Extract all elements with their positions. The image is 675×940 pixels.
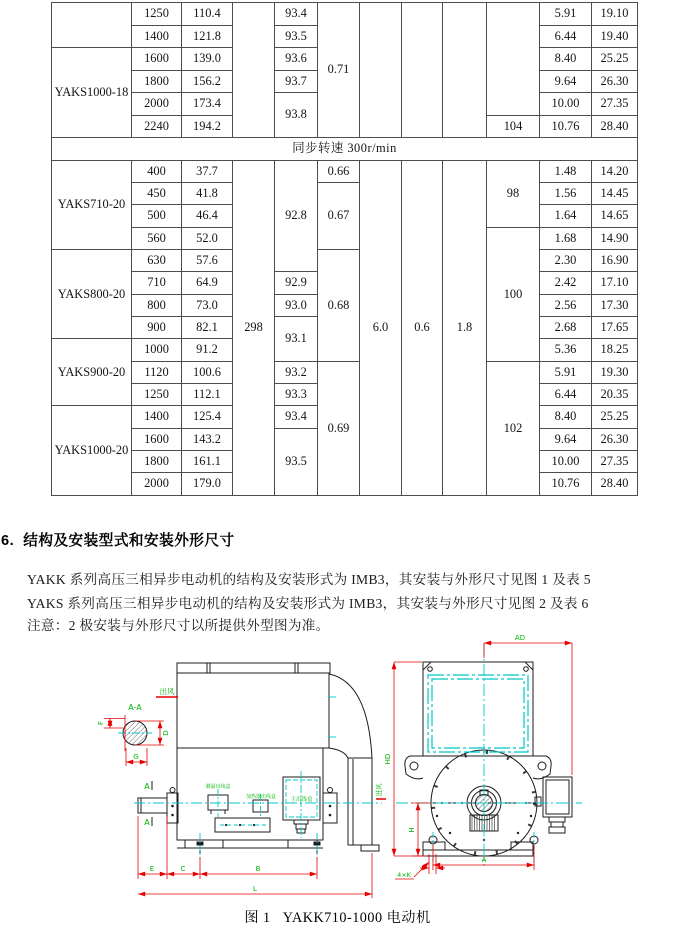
- table-cell: 10.76: [540, 473, 592, 495]
- table-row: [52, 160, 638, 182]
- table-cell: 25.25: [592, 48, 638, 71]
- table-cell: 0.68: [318, 249, 360, 361]
- motor-outline-drawing: [90, 618, 675, 910]
- dim-label-d: D: [162, 730, 170, 736]
- table-section-sync: [52, 138, 638, 161]
- table-cell: 5.36: [540, 339, 592, 361]
- table-cell: 0.69: [318, 361, 360, 495]
- table-cell: 1800: [132, 450, 182, 472]
- table-cell: 26.30: [592, 428, 638, 450]
- wing-left: [405, 756, 423, 779]
- table-cell: 93.3: [275, 383, 318, 405]
- table-cell: 28.40: [592, 473, 638, 495]
- table-cell: 9.64: [540, 70, 592, 93]
- main-box-label: 主出线盒: [290, 797, 313, 803]
- table-cell: 92.8: [275, 160, 318, 272]
- table-cell: 25.25: [592, 406, 638, 428]
- table-cell: 10.00: [540, 93, 592, 116]
- table-cell: 1400: [132, 25, 182, 48]
- section-marker-a-bottom: A: [144, 818, 150, 827]
- table-cell: 1250: [132, 383, 182, 405]
- table-cell: 93.2: [275, 361, 318, 383]
- table-cell: 19.30: [592, 361, 638, 383]
- table-cell: 1.8: [443, 160, 487, 495]
- table-cell: 14.90: [592, 227, 638, 249]
- table-cell: YAKS1000-20: [52, 406, 132, 495]
- temp-box-label: 测温出线盒: [205, 784, 231, 790]
- table-cell: YAKS900-20: [52, 339, 132, 406]
- table-cell: 6.44: [540, 25, 592, 48]
- dim-label-ad: AD: [514, 634, 526, 642]
- table-cell: 1.64: [540, 205, 592, 227]
- dim-label-4xk: 4×K: [397, 871, 411, 879]
- table-cell: 194.2: [182, 115, 233, 138]
- table-cell: 57.6: [182, 249, 233, 271]
- foot-right: [288, 840, 317, 848]
- table-cell: 28.40: [592, 115, 638, 138]
- table-cell: YAKS710-20: [52, 160, 132, 249]
- table-cell: [487, 3, 540, 116]
- table-cell: 1.48: [540, 160, 592, 182]
- table-section-20pole: [52, 160, 638, 495]
- table-cell: 91.2: [182, 339, 233, 361]
- table-cell: 20.35: [592, 383, 638, 405]
- end-view-outline: [405, 662, 572, 856]
- dim-label-f: F: [97, 720, 105, 726]
- table-cell: 0.6: [402, 160, 443, 495]
- table-cell: 125.4: [182, 406, 233, 428]
- paragraph-yakk: YAKK 系列高压三相异步电动机的结构及安装形式为 IMB3，其安装与外形尺寸见图 1 及表 5: [27, 572, 591, 587]
- table-cell: 93.8: [275, 93, 318, 138]
- bearing-front: [167, 793, 178, 823]
- table-cell: 400: [132, 160, 182, 182]
- table-cell: 64.9: [182, 272, 233, 294]
- table-cell: 2.42: [540, 272, 592, 294]
- base-plate: [423, 850, 533, 856]
- shaft: [138, 798, 167, 813]
- sync-speed-row: [52, 138, 638, 161]
- table-cell: 93.4: [275, 406, 318, 428]
- sync-speed-cell: 同步转速 300r/min: [52, 138, 638, 161]
- table-cell: 18.25: [592, 339, 638, 361]
- table-row: [52, 249, 638, 271]
- table-cell: 6.44: [540, 383, 592, 405]
- table-cell: 2.56: [540, 294, 592, 316]
- table-cell: 102: [487, 361, 540, 495]
- table-cell: 14.65: [592, 205, 638, 227]
- table-row: [52, 361, 638, 383]
- table-cell: 298: [233, 160, 275, 495]
- table-cell: 1800: [132, 70, 182, 93]
- table-cell: 1.68: [540, 227, 592, 249]
- motor-spec-table: [51, 2, 638, 496]
- dim-label-h: H: [408, 827, 416, 833]
- table-cell: 1250: [132, 3, 182, 26]
- table-cell: 16.90: [592, 249, 638, 271]
- table-cell: 5.91: [540, 361, 592, 383]
- table-cell: [443, 3, 487, 138]
- table-cell: 112.1: [182, 383, 233, 405]
- table-cell: 0.71: [318, 3, 360, 138]
- side-view-bolts: [171, 805, 331, 826]
- table-cell: 110.4: [182, 3, 233, 26]
- air-in-label: 进风: [375, 783, 383, 797]
- bearing-rear: [323, 793, 337, 823]
- table-cell: 179.0: [182, 473, 233, 495]
- table-cell: 8.40: [540, 48, 592, 71]
- paragraph-note: 注意：2 极安装与外形尺寸以所提供外型图为准。: [27, 618, 330, 633]
- table-cell: 450: [132, 182, 182, 204]
- table-cell: 104: [487, 115, 540, 138]
- table-cell: 17.10: [592, 272, 638, 294]
- table-cell: 2.68: [540, 316, 592, 338]
- table-row: [52, 182, 638, 204]
- table-cell: 17.30: [592, 294, 638, 316]
- table-cell: 27.35: [592, 450, 638, 472]
- table-cell: 93.5: [275, 25, 318, 48]
- table-cell: 2000: [132, 473, 182, 495]
- dim-label-c: C: [180, 865, 186, 873]
- table-cell: 93.1: [275, 316, 318, 361]
- table-cell: 93.5: [275, 428, 318, 495]
- air-duct-inner: [329, 748, 348, 845]
- table-cell: 1600: [132, 428, 182, 450]
- table-cell: [52, 3, 132, 48]
- table-cell: 37.7: [182, 160, 233, 182]
- dim-label-g: G: [133, 753, 139, 761]
- foot-left: [185, 840, 223, 848]
- table-cell: 1400: [132, 406, 182, 428]
- terminal-box-end: [543, 777, 572, 817]
- table-cell: 5.91: [540, 3, 592, 26]
- table-row: [52, 3, 638, 26]
- dim-label-e: E: [149, 865, 155, 873]
- table-cell: 1120: [132, 361, 182, 383]
- table-cell: 10.00: [540, 450, 592, 472]
- table-cell: 93.6: [275, 48, 318, 71]
- table-cell: [233, 3, 275, 138]
- heater-box-label: 加热器出线盒: [245, 794, 277, 800]
- table-cell: 52.0: [182, 227, 233, 249]
- table-cell: 500: [132, 205, 182, 227]
- table-cell: 630: [132, 249, 182, 271]
- table-cell: [360, 3, 402, 138]
- table-cell: 14.45: [592, 182, 638, 204]
- table-cell: 93.4: [275, 3, 318, 26]
- table-cell: 8.40: [540, 406, 592, 428]
- table-cell: 93.0: [275, 294, 318, 316]
- table-cell: 139.0: [182, 48, 233, 71]
- side-view-centerlines: [134, 697, 382, 860]
- table-cell: 9.64: [540, 428, 592, 450]
- table-cell: 800: [132, 294, 182, 316]
- table-cell: 156.2: [182, 70, 233, 93]
- table-cell: 19.10: [592, 3, 638, 26]
- table-cell: YAKS800-20: [52, 249, 132, 338]
- table-cell: 73.0: [182, 294, 233, 316]
- table-section-18pole: [52, 3, 638, 138]
- table-cell: 161.1: [182, 450, 233, 472]
- table-cell: 2000: [132, 93, 182, 116]
- table-cell: 26.30: [592, 70, 638, 93]
- dim-label-b: B: [255, 865, 261, 873]
- table-cell: 560: [132, 227, 182, 249]
- paragraph-yaks: YAKS 系列高压三相异步电动机的结构及安装形式为 IMB3，其安装与外形尺寸见图 2 及表 6: [27, 596, 589, 611]
- table-cell: 100.6: [182, 361, 233, 383]
- wing-right: [533, 756, 551, 779]
- section-marker-a-top: A: [144, 782, 150, 791]
- table-cell: 1600: [132, 48, 182, 71]
- table-cell: 10.76: [540, 115, 592, 138]
- table-cell: 100: [487, 227, 540, 361]
- table-cell: 0.67: [318, 182, 360, 249]
- table-cell: 2.30: [540, 249, 592, 271]
- table-cell: 98: [487, 160, 540, 227]
- table-cell: 1.56: [540, 182, 592, 204]
- table-cell: YAKS1000-18: [52, 48, 132, 138]
- table-cell: 2240: [132, 115, 182, 138]
- table-cell: [402, 3, 443, 138]
- table-cell: 0.66: [318, 160, 360, 182]
- hood: [423, 662, 533, 756]
- table-cell: 93.7: [275, 70, 318, 93]
- air-out-label: 出风: [159, 687, 175, 696]
- air-duct-outer: [329, 674, 372, 845]
- table-cell: 41.8: [182, 182, 233, 204]
- table-cell: 14.20: [592, 160, 638, 182]
- table-cell: 19.40: [592, 25, 638, 48]
- table-cell: 6.0: [360, 160, 402, 495]
- table-cell: 710: [132, 272, 182, 294]
- table-cell: 173.4: [182, 93, 233, 116]
- section-aa-label: A-A: [128, 703, 142, 712]
- table-cell: 82.1: [182, 316, 233, 338]
- table-cell: 46.4: [182, 205, 233, 227]
- table-cell: 17.65: [592, 316, 638, 338]
- section-heading: 6. 结构及安装型式和安装外形尺寸: [1, 533, 235, 549]
- dim-label-hd: HD: [384, 753, 392, 765]
- table-cell: 121.8: [182, 25, 233, 48]
- table-cell: 27.35: [592, 93, 638, 116]
- figure-caption: 图 1 YAKK710-1000 电动机: [244, 910, 431, 926]
- table-cell: 92.9: [275, 272, 318, 294]
- dim-label-a: A: [481, 856, 487, 864]
- dim-label-l: L: [253, 885, 257, 893]
- table-cell: 143.2: [182, 428, 233, 450]
- table-cell: 1000: [132, 339, 182, 361]
- table-cell: 900: [132, 316, 182, 338]
